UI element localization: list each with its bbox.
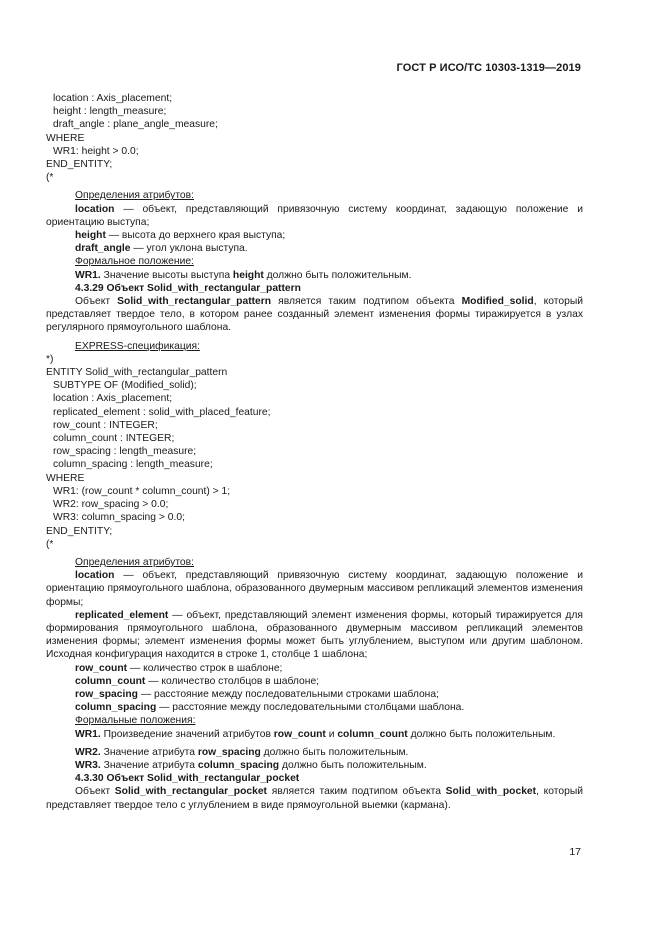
code-line: replicated_element : solid_with_placed_feature; bbox=[53, 406, 271, 418]
formal-rule: WR2. Значение атрибута row_spacing должно быть положительным. bbox=[75, 746, 409, 758]
attribute-definition: row_count — количество строк в шаблоне; bbox=[75, 662, 283, 674]
code-line: location : Axis_placement; bbox=[53, 393, 173, 405]
attribute-definition: location — объект, представляющий привязочную систему координат, задающую положение и ориентацию прямоугольного шаблона, образованного двумерным массивом репликаций элементов изменения формы; bbox=[46, 570, 583, 608]
code-line: WR3: column_spacing > 0.0; bbox=[53, 512, 185, 524]
code-line: row_count : INTEGER; bbox=[53, 419, 158, 431]
code-line: location : Axis_placement; bbox=[53, 93, 173, 104]
attribute-definition: location — объект, представляющий привязочную систему координат, задающую положение и ориентацию выступа; bbox=[46, 203, 583, 228]
code-line: column_spacing : length_measure; bbox=[53, 459, 213, 471]
section-paragraph: Объект Solid_with_rectangular_pattern является таким подтипом объекта Modified_solid, который представляет твердое тело, в котором ранее созданный элемент изменения формы тиражируется в узлах регулярного прямоугольного шаблона. bbox=[46, 296, 583, 334]
formal-title: Формальное положение: bbox=[75, 256, 194, 268]
attribute-definition: height — высота до верхнего края выступа; bbox=[75, 230, 286, 242]
code-line: draft_angle : plane_angle_measure; bbox=[53, 119, 218, 131]
attributes-title: Определения атрибутов: bbox=[75, 556, 194, 568]
formal-title: Формальные положения: bbox=[75, 715, 196, 727]
code-line: column_count : INTEGER; bbox=[53, 433, 175, 445]
code-line: ENTITY Solid_with_rectangular_pattern bbox=[46, 367, 228, 379]
code-line: (* bbox=[46, 172, 54, 184]
code-line: WR1: height > 0.0; bbox=[53, 145, 139, 157]
attribute-definition: row_spacing — расстояние между последовательными строками шаблона; bbox=[75, 688, 439, 700]
page-content bbox=[46, 92, 583, 812]
attribute-definition: column_spacing — расстояние между последовательными столбцами шаблона. bbox=[75, 702, 465, 714]
page-number: 17 bbox=[569, 846, 581, 858]
section-heading: 4.3.30 Объект Solid_with_rectangular_pocket bbox=[75, 773, 300, 785]
formal-rule: WR1. Значение высоты выступа height должно быть положительным. bbox=[75, 269, 412, 281]
formal-rule: WR3. Значение атрибута column_spacing должно быть положительным. bbox=[75, 759, 427, 771]
code-line: WHERE bbox=[46, 132, 85, 144]
code-line: height : length_measure; bbox=[53, 106, 167, 118]
express-title: EXPRESS-спецификация: bbox=[75, 340, 200, 352]
section-heading: 4.3.29 Объект Solid_with_rectangular_pattern bbox=[75, 282, 301, 294]
attribute-definition: replicated_element — объект, представляющий элемент изменения формы, который тиражируется для формирования прямоугольного шаблона, образованного двумерным массивом репликаций элементов изменения формы; элемент изменения формы может быть углублением, выступом или другим шаблоном. Исходная конфигурация находится в строке 1, столбце 1 шаблона; bbox=[46, 609, 583, 661]
code-line: END_ENTITY; bbox=[46, 159, 113, 171]
formal-rule: WR1. Произведение значений атрибутов row_count и column_count должно быть положительным. bbox=[75, 728, 556, 740]
attribute-definition: column_count — количество столбцов в шаблоне; bbox=[75, 675, 320, 687]
code-line: WR1: (row_count * column_count) > 1; bbox=[53, 485, 231, 497]
code-line: SUBTYPE OF (Modified_solid); bbox=[53, 380, 197, 392]
code-line: (* bbox=[46, 538, 54, 550]
code-line: row_spacing : length_measure; bbox=[53, 446, 197, 458]
attribute-definition: draft_angle — угол уклона выступа. bbox=[75, 243, 248, 255]
code-line: *) bbox=[46, 353, 54, 365]
section-paragraph: Объект Solid_with_rectangular_pocket является таким подтипом объекта Solid_with_pocket, который представляет твердое тело с углублением в виде прямоугольной выемки (кармана). bbox=[46, 786, 583, 811]
document-id: ГОСТ Р ИСО/ТС 10303-1319—2019 bbox=[396, 62, 581, 74]
code-line: END_ENTITY; bbox=[46, 525, 113, 537]
attributes-title: Определения атрибутов: bbox=[75, 190, 194, 202]
code-line: WHERE bbox=[46, 472, 85, 484]
code-line: WR2: row_spacing > 0.0; bbox=[53, 499, 169, 511]
